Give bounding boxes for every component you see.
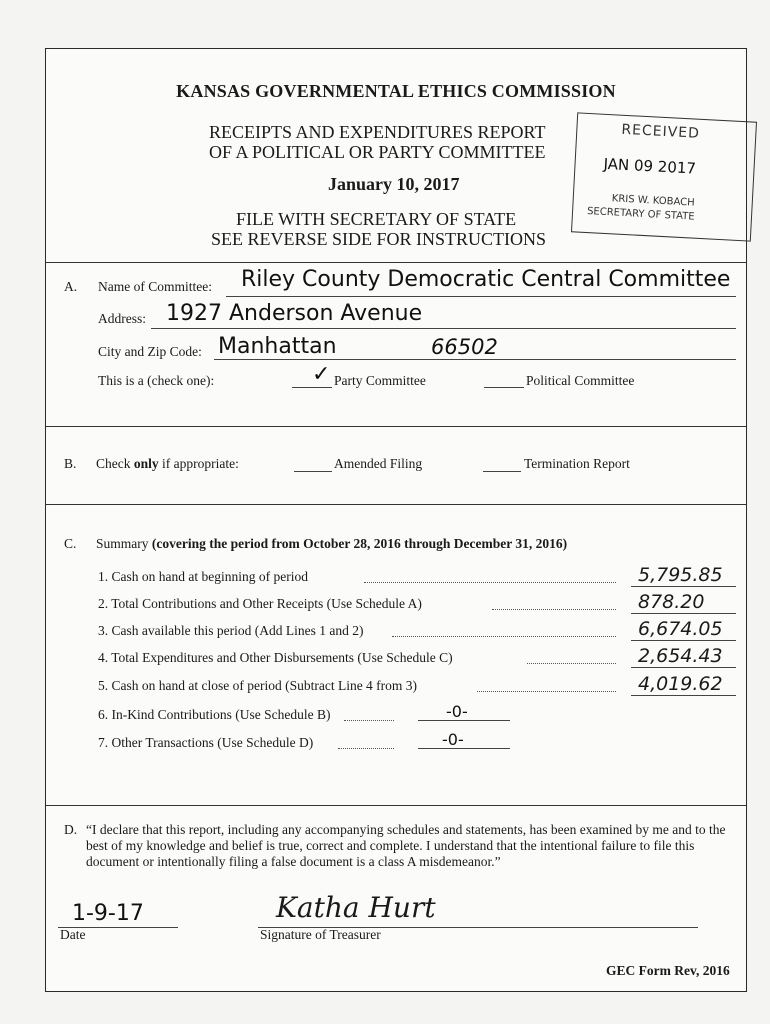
date-label: Date bbox=[60, 927, 86, 942]
check-one-label: This is a (check one): bbox=[98, 373, 215, 388]
party-committee-label: Party Committee bbox=[334, 373, 426, 388]
divider bbox=[46, 805, 746, 806]
summary-line-leader bbox=[364, 582, 616, 583]
divider bbox=[46, 426, 746, 427]
summary-line-label: 4. Total Expenditures and Other Disbursements (Use Schedule C) bbox=[98, 650, 453, 665]
political-blank bbox=[484, 387, 524, 388]
declaration-text: “I declare that this report, including any accompanying schedules and statements, has been examined by me and to the best of my knowledge and belief is true, correct and complete. I understand that the intentional failure to file this document or intentionally filing a false document is a class A misdemeanor.” bbox=[86, 822, 726, 869]
report-title-line2: OF A POLITICAL OR PARTY COMMITTEE bbox=[209, 142, 546, 162]
address-line bbox=[151, 328, 736, 329]
inkind-line bbox=[418, 720, 510, 721]
summary-line-rule bbox=[631, 586, 736, 587]
amended-filing-label: Amended Filing bbox=[334, 456, 423, 471]
summary-line-label: 2. Total Contributions and Other Receipts (Use Schedule A) bbox=[98, 596, 422, 611]
date-value: 1-9-17 bbox=[72, 901, 144, 926]
summary-line-leader bbox=[527, 663, 616, 664]
address-value: 1927 Anderson Avenue bbox=[166, 301, 423, 326]
stamp-received: RECEIVED bbox=[620, 121, 701, 142]
party-blank bbox=[292, 387, 332, 388]
stamp-office: SECRETARY OF STATE bbox=[586, 206, 695, 223]
summary-line-label: 3. Cash available this period (Add Lines 1 and 2) bbox=[98, 623, 364, 638]
summary-line-rule bbox=[631, 613, 736, 614]
other-line bbox=[418, 748, 510, 749]
summary-line-label: 5. Cash on hand at close of period (Subtract Line 4 from 3) bbox=[98, 678, 418, 693]
summary-line-rule bbox=[631, 640, 736, 641]
other-transactions-label: 7. Other Transactions (Use Schedule D) bbox=[98, 735, 314, 750]
summary-line-leader bbox=[477, 691, 616, 692]
inkind-label: 6. In-Kind Contributions (Use Schedule B) bbox=[98, 707, 331, 722]
summary-line-rule bbox=[631, 695, 736, 696]
termination-blank bbox=[483, 471, 521, 472]
political-committee-label: Political Committee bbox=[526, 373, 635, 388]
treasurer-signature: Katha Hurt bbox=[276, 891, 436, 924]
section-b-letter: B. bbox=[64, 456, 77, 471]
section-d-letter: D. bbox=[64, 822, 78, 837]
city-zip-label: City and Zip Code: bbox=[98, 344, 202, 359]
city-value: Manhattan bbox=[218, 334, 337, 359]
city-line bbox=[214, 359, 736, 360]
instructions-text: SEE REVERSE SIDE FOR INSTRUCTIONS bbox=[211, 229, 547, 249]
signature-label: Signature of Treasurer bbox=[260, 927, 381, 942]
amended-blank bbox=[294, 471, 332, 472]
party-checkmark: ✓ bbox=[312, 362, 331, 387]
stamp-name: KRIS W. KOBACH bbox=[611, 193, 695, 209]
other-transactions-value: -0- bbox=[442, 730, 464, 749]
zip-value: 66502 bbox=[431, 335, 498, 359]
divider bbox=[46, 262, 746, 263]
inkind-value: -0- bbox=[446, 702, 468, 721]
other-leader bbox=[338, 748, 394, 749]
summary-line-leader bbox=[392, 636, 616, 637]
summary-line-label: 1. Cash on hand at beginning of period bbox=[98, 569, 308, 584]
report-form bbox=[45, 48, 747, 992]
stamp-date: JAN 09 2017 bbox=[603, 154, 697, 178]
name-line bbox=[226, 296, 736, 297]
divider bbox=[46, 504, 746, 505]
termination-report-label: Termination Report bbox=[524, 456, 630, 471]
summary-line-amount: 2,654.43 bbox=[638, 645, 723, 667]
check-if-label: Check only if appropriate: bbox=[96, 456, 239, 471]
summary-line-amount: 4,019.62 bbox=[638, 673, 723, 695]
section-c-letter: C. bbox=[64, 536, 77, 551]
section-a-letter: A. bbox=[64, 279, 78, 294]
commission-title: KANSAS GOVERNMENTAL ETHICS COMMISSION bbox=[176, 81, 616, 101]
committee-name-label: Name of Committee: bbox=[98, 279, 212, 294]
file-with-text: FILE WITH SECRETARY OF STATE bbox=[236, 209, 517, 229]
committee-name-value: Riley County Democratic Central Committee bbox=[241, 267, 731, 292]
summary-line-rule bbox=[631, 667, 736, 668]
summary-line-leader bbox=[492, 609, 616, 610]
report-title-line1: RECEIPTS AND EXPENDITURES REPORT bbox=[209, 122, 546, 142]
report-date: January 10, 2017 bbox=[328, 174, 460, 194]
summary-line-amount: 5,795.85 bbox=[638, 564, 723, 586]
summary-line-amount: 6,674.05 bbox=[638, 618, 723, 640]
form-revision: GEC Form Rev, 2016 bbox=[606, 963, 730, 978]
received-stamp bbox=[571, 112, 757, 241]
address-label: Address: bbox=[98, 311, 146, 326]
inkind-leader bbox=[344, 720, 394, 721]
summary-heading: Summary (covering the period from October 28, 2016 through December 31, 2016) bbox=[96, 536, 568, 551]
summary-line-amount: 878.20 bbox=[638, 591, 705, 613]
